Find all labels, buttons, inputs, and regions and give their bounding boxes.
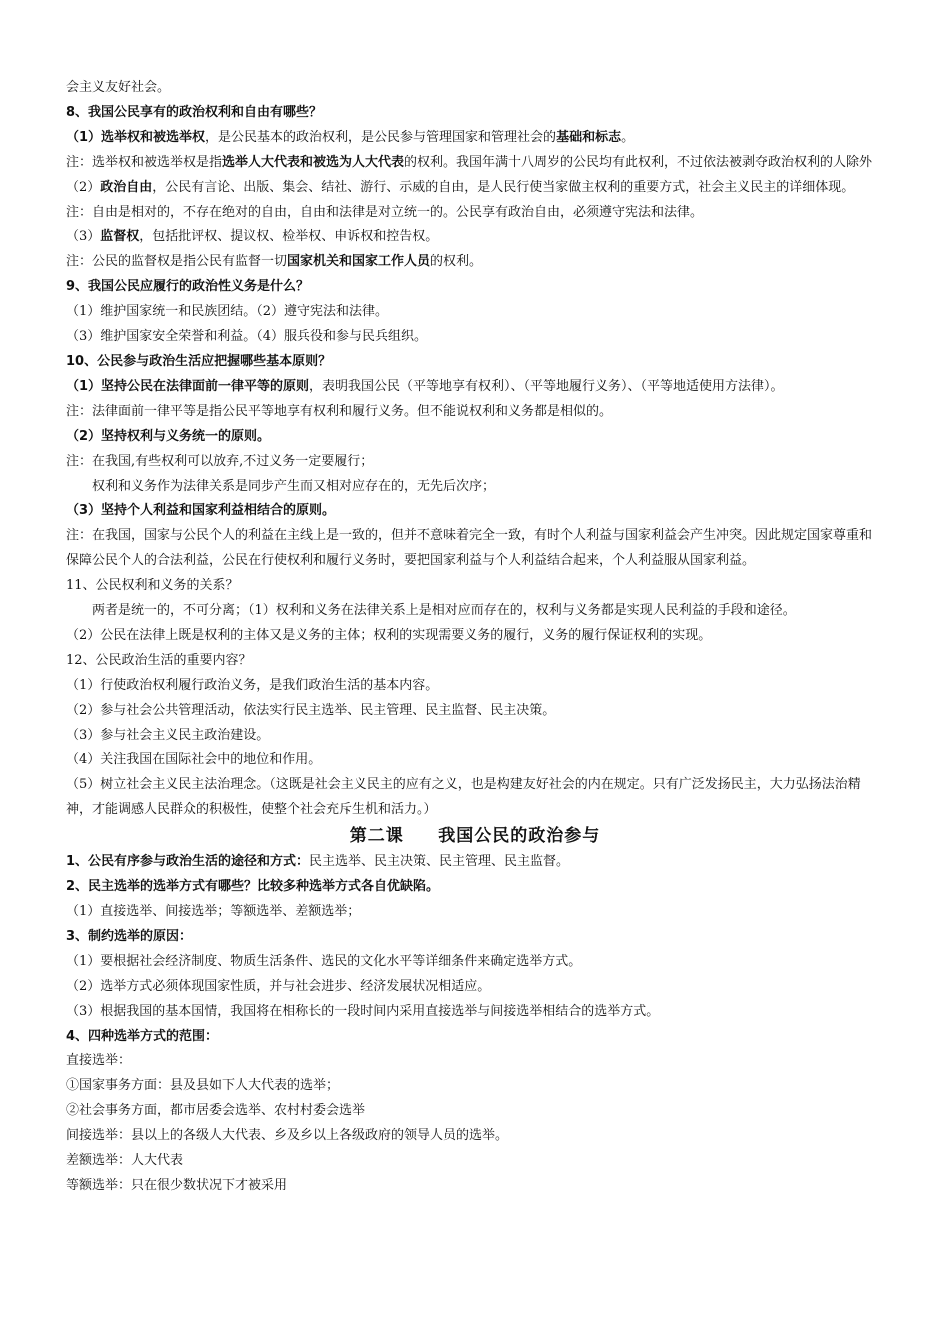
- text-line: [66, 850, 884, 875]
- text-span: 的权利。我国年满十八周岁的公民均有此权利，不过依法被剥夺政治权利的人除外: [404, 154, 873, 170]
- bold-term: 政治自由: [100, 179, 153, 195]
- question-heading-10: 10、公民参与政治生活应把握哪些基本原则？: [66, 353, 332, 369]
- text-span: ，公民有言论、出版、集会、结社、游行、示威的自由，是人民行使当家做主权利的重要方式，社会主义民主的详细体现。: [152, 179, 855, 195]
- text-span: 注：选举权和被选举权是指: [66, 154, 223, 170]
- principle-heading: （2）坚持权利与义务统一的原则。: [66, 428, 271, 444]
- text-span: 。: [621, 129, 635, 145]
- text-span: （2）: [66, 179, 101, 195]
- text-line: 会主义友好社会。: [66, 80, 171, 95]
- note-paragraph: [66, 151, 884, 176]
- text-line: （1）直接选举、间接选举；等额选举、差额选举；: [66, 904, 361, 919]
- bold-term: 监督权: [100, 229, 140, 245]
- text-line: 直接选举：: [66, 1053, 132, 1069]
- text-line: （3）参与社会主义民主政治建设。: [66, 727, 270, 743]
- text-line: （3）维护国家安全荣誉和利益。（4）服兵役和参与民兵组织。: [66, 329, 428, 345]
- bold-term: 国家机关和国家工作人员: [287, 254, 431, 270]
- text-line: ①国家事务方面：县及县如下人大代表的选举；: [66, 1078, 340, 1094]
- question-heading: 2、民主选举的选举方式有哪些？比较多种选举方式各自优缺陷。: [66, 879, 440, 895]
- question-heading: 3、制约选举的原因：: [66, 928, 193, 944]
- text-line: （3）根据我国的基本国情，我国将在相称长的一段时间内采用直接选举与间接选举相结合的选举方式。: [66, 1003, 660, 1019]
- text-line: 差额选举：人大代表: [66, 1153, 184, 1169]
- bold-term: 选举人大代表和被选为人大代表: [222, 154, 405, 170]
- text-paragraph: [66, 176, 884, 201]
- text-span: ，表明我国公民（平等地享有权利）、（平等地履行义务）、（平等地适使用方法律）。: [309, 378, 784, 394]
- text-span: 的权利。: [430, 254, 483, 270]
- bold-term: 1、公民有序参与政治生活的途径和方式：: [66, 854, 310, 870]
- text-line: （4）关注我国在国际社会中的地位和作用。: [66, 752, 322, 768]
- question-heading: 4、四种选举方式的范围：: [66, 1028, 219, 1044]
- text-line: ②社会事务方面，都市居委会选举、农村村委会选举: [66, 1103, 366, 1119]
- text-span: ，是公民基本的政治权利，是公民参与管理国家和管理社会的: [205, 129, 557, 145]
- text-line: （1）要根据社会经济制度、物质生活条件、选民的文化水平等详细条件来确定选举方式。: [66, 953, 582, 969]
- question-heading-12: 12、公民政治生活的重要内容？: [66, 652, 252, 668]
- text-line: [66, 375, 884, 400]
- text-span: （3）: [66, 229, 101, 245]
- question-heading-11: 11、公民权利和义务的关系？: [66, 578, 239, 594]
- text-span: 民主选举、民主决策、民主管理、民主监督。: [309, 854, 570, 870]
- question-heading-9: 9、我国公民应履行的政治性义务是什么？: [66, 279, 310, 295]
- text-line: [66, 126, 884, 151]
- text-line: [66, 225, 884, 250]
- text-span: 注：公民的监督权是指公民有监督一切: [66, 254, 288, 270]
- bold-term: （1）选举权和被选举权: [66, 129, 206, 145]
- text-line: 等额选举：只在很少数状况下才被采用: [66, 1177, 288, 1193]
- note-line: 权利和义务作为法律关系是同步产生而又相对应存在的，无先后次序；: [92, 478, 496, 494]
- text-line: （2）选举方式必须体现国家性质，并与社会进步、经济发展状况相适应。: [66, 978, 491, 994]
- text-paragraph: （5）树立社会主义民主法治理念。（这既是社会主义民主的应有之义，也是构建友好社会的内在规定。只有广泛发扬民主，大力弘扬法治精神，才能调感人民群众的积极性，使整个社会充斥生机和活力。）: [66, 777, 861, 818]
- text-line: 间接选举：县以上的各级人大代表、乡及乡以上各级政府的领导人员的选举。: [66, 1128, 509, 1144]
- text-line: （2）公民在法律上既是权利的主体又是义务的主体；权利的实现需要义务的履行，义务的履行保证权利的实现。: [66, 627, 712, 643]
- note-line: 注：法律面前一律平等是指公民平等地享有权利和履行义务。但不能说权利和义务都是相似的。: [66, 403, 613, 419]
- note-paragraph: 注：在我国，国家与公民个人的利益在主线上是一致的，但并不意味着完全一致，有时个人利益与国家利益会产生冲突。因此规定国家尊重和保障公民个人的合法利益，公民在行使权利和履行义务时，要把国家利益与个人利益结合起来，个人利益服从国家利益。: [66, 528, 873, 569]
- lesson-title: 第二课 我国公民的政治参与: [349, 826, 601, 847]
- bold-term: （1）坚持公民在法律面前一律平等的原则: [66, 378, 310, 394]
- text-line: （2）参与社会公共管理活动，依法实行民主选举、民主管理、民主监督、民主决策。: [66, 702, 556, 718]
- text-span: ，包括批评权、提议权、检举权、申诉权和控告权。: [139, 229, 439, 245]
- text-line: 两者是统一的，不可分离；（1）权利和义务在法律关系上是相对应而存在的，权利与义务都是实现人民利益的手段和途径。: [92, 603, 796, 619]
- text-line: （1）维护国家统一和民族团结。（2）遵守宪法和法律。: [66, 304, 389, 320]
- note-line: 注：自由是相对的，不存在绝对的自由，自由和法律是对立统一的。公民享有政治自由，必须遵守宪法和法律。: [66, 204, 704, 220]
- principle-heading: （3）坚持个人利益和国家利益相结合的原则。: [66, 503, 336, 519]
- note-line: [66, 250, 884, 275]
- bold-term: 基础和标志: [556, 129, 622, 145]
- note-line: 注：在我国,有些权利可以放弃,不过义务一定要履行；: [66, 453, 374, 469]
- question-heading-8: 8、我国公民享有的政治权利和自由有哪些？: [66, 104, 323, 120]
- text-line: （1）行使政治权利履行政治义务，是我们政治生活的基本内容。: [66, 677, 439, 693]
